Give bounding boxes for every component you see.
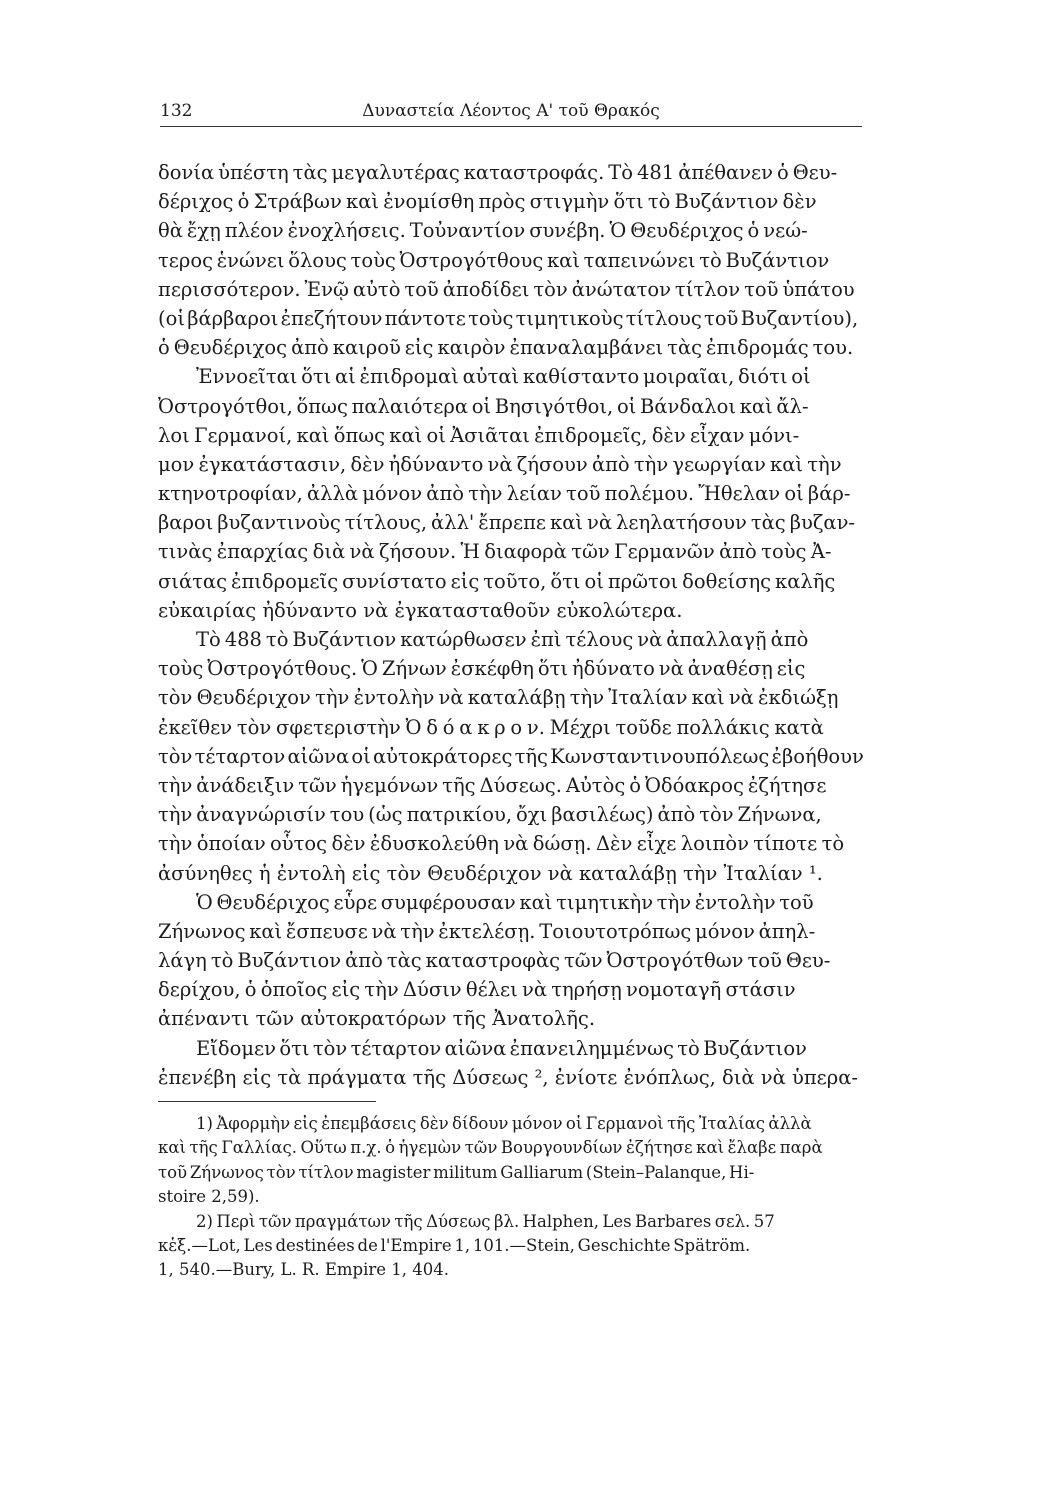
text-line: Ὁ Θευδέριχος εὗρε συμφέρουσαν καὶ τιμητικὴν τὴν ἐντολὴν τοῦ	[196, 890, 814, 914]
footnote-rule	[158, 1101, 376, 1102]
text-line: ἐπενέβη εἰς τὰ πράγματα τῆς Δύσεως ², ἐνίοτε ἐνόπλως, διὰ νὰ ὑπερα-	[158, 1065, 859, 1089]
text-line: Εἴδομεν ὅτι τὸν τέταρτον αἰῶνα ἐπανειλημμένως τὸ Βυζάντιον	[196, 1036, 807, 1060]
text-line: τὸν τέταρτον αἰῶνα οἱ αὐτοκράτορες τῆς Κωνσταντινουπόλεως ἐβοήθουν	[158, 744, 864, 768]
text-line: Ὀστρογότθοι, ὅπως παλαιότερα οἱ Βησιγότθοι, οἱ Βάνδαλοι καὶ ἄλ-	[158, 394, 809, 418]
text-line: Τὸ 488 τὸ Βυζάντιον κατώρθωσεν ἐπὶ τέλους νὰ ἀπαλλαγῇ ἀπὸ	[196, 628, 809, 651]
text-line: θὰ ἔχῃ πλέον ἐνοχλήσεις. Τοὐναντίον συνέβη. Ὁ Θευδέριχος ὁ νεώ-	[158, 219, 808, 243]
text-line: δέριχος ὁ Στράβων καὶ ἐνομίσθη πρὸς στιγμὴν ὅτι τὸ Βυζάντιον δὲν	[158, 190, 817, 214]
text-line: ἀπέναντι τῶν αὐτοκρατόρων τῆς Ἀνατολῆς.	[158, 1007, 596, 1031]
text-line: σιάτας ἐπιδρομεῖς συνίστατο εἰς τοῦτο, ὅτι οἱ πρῶτοι δοθείσης καλῆς	[158, 569, 836, 593]
text-line: ἐκεῖθεν τὸν σφετεριστὴν Ὀ δ ό α κ ρ ο ν. Μέχρι τοῦδε πολλάκις κατὰ	[158, 715, 824, 739]
text-line: ἀσύνηθες ἡ ἐντολὴ εἰς τὸν Θευδέριχον νὰ καταλάβῃ τὴν Ἰταλίαν ¹.	[158, 861, 823, 885]
text-line: Ζήνωνος καὶ ἔσπευσε νὰ τὴν ἐκτελέσῃ. Τοιουτοτρόπως μόνον ἀπηλ-	[158, 919, 816, 943]
footnote-line: 2) Περὶ τῶν πραγμάτων τῆς Δύσεως βλ. Halphen, Les Barbares σελ. 57	[196, 1211, 775, 1231]
body-text	[158, 158, 878, 1092]
text-line: δονία ὑπέστη τὰς μεγαλυτέρας καταστροφάς. Τὸ 481 ἀπέθανεν ὁ Θευ-	[158, 161, 838, 184]
footnote-line: τοῦ Ζήνωνος τὸν τίτλον magister militum Galliarum (Stein–Palanque, Hi-	[158, 1162, 755, 1182]
text-line: κτηνοτροφίαν, ἀλλὰ μόνον ἀπὸ τὴν λείαν τοῦ πολέμου. Ἤθελαν οἱ βάρ-	[158, 482, 851, 506]
footnote-line: κἑξ.—Lot, Les destinées de l'Empire 1, 101.—Stein, Geschichte Spätröm.	[158, 1235, 751, 1255]
text-line: λοι Γερμανοί, καὶ ὅπως καὶ οἱ Ἀσιᾶται ἐπιδρομεῖς, δὲν εἶχαν μόνι-	[158, 423, 800, 447]
running-title: Δυναστεία Λέοντος Α' τοῦ Θρακός	[362, 101, 660, 121]
footnote-line: 1) Ἀφορμὴν εἰς ἐπεμβάσεις δὲν δίδουν μόνον οἱ Γερμανοὶ τῆς Ἰταλίας ἀλλὰ	[196, 1114, 812, 1133]
text-line: δερίχου, ὁ ὁποῖος εἰς τὴν Δύσιν θέλει νὰ τηρήσῃ νομοταγῆ στάσιν	[158, 978, 796, 1002]
text-line: Ἐννοεῖται ὅτι αἱ ἐπιδρομαὶ αὐταὶ καθίσταντο μοιραῖαι, διότι οἱ	[196, 365, 811, 389]
header-rule	[160, 126, 862, 127]
page-number: 132	[160, 101, 193, 121]
text-line: τὸν Θευδέριχον τὴν ἐντολὴν νὰ καταλάβῃ τὴν Ἰταλίαν καὶ νὰ ἐκδιώξῃ	[158, 686, 839, 710]
text-line: τὴν ἀνάδειξιν τῶν ἡγεμόνων τῆς Δύσεως. Αὐτὸς ὁ Ὀδόακρος ἐζήτησε	[158, 773, 827, 797]
footnote-line: stoire 2,59).	[158, 1187, 260, 1207]
text-line: ὁ Θευδέριχος ἀπὸ καιροῦ εἰς καιρὸν ἐπαναλαμβάνει τὰς ἐπιδρομάς του.	[158, 336, 854, 360]
text-line: τὴν ὁποίαν οὗτος δὲν ἐδυσκολεύθη νὰ δώσῃ. Δὲν εἶχε λοιπὸν τίποτε τὸ	[158, 832, 845, 856]
text-line: μον ἐγκατάστασιν, δὲν ἠδύναντο νὰ ζήσουν ἀπὸ τὴν γεωργίαν καὶ τὴν	[158, 452, 842, 476]
text-line: τοὺς Ὀστρογότθους. Ὁ Ζήνων ἐσκέφθη ὅτι ἠδύνατο νὰ ἀναθέσῃ εἰς	[158, 657, 806, 681]
text-line: περισσότερον. Ἐνῷ αὐτὸ τοῦ ἀποδίδει τὸν ἀνώτατον τίτλον τοῦ ὑπάτου	[158, 277, 855, 301]
text-line: λάγη τὸ Βυζάντιον ἀπὸ τὰς καταστροφὰς τῶν Ὀστρογότθων τοῦ Θευ-	[158, 949, 831, 973]
footnote-line: 1, 540.—Bury, L. R. Empire 1, 404.	[158, 1260, 449, 1280]
footnote-line: καὶ τῆς Γαλλίας. Οὕτω π.χ. ὁ ἡγεμὼν τῶν Βουργουνδίων ἐζήτησε καὶ ἔλαβε παρὰ	[158, 1138, 823, 1158]
text-line: (οἱ βάρβαροι ἐπεζήτουν πάντοτε τοὺς τιμητικοὺς τίτλους τοῦ Βυζαντίου),	[158, 306, 859, 330]
text-line: τινὰς ἐπαρχίας διὰ νὰ ζήσουν. Ἡ διαφορὰ τῶν Γερμανῶν ἀπὸ τοὺς Ἀ-	[158, 540, 832, 564]
text-line: τὴν ἀναγνώρισίν του (ὡς πατρικίου, ὄχι βασιλέως) ἀπὸ τὸν Ζήνωνα,	[158, 803, 822, 827]
text-line: εὐκαιρίας ἠδύναντο νὰ ἐγκατασταθοῦν εὐκολώτερα.	[158, 598, 683, 622]
text-line: βαροι βυζαντινοὺς τίτλους, ἀλλ' ἔπρεπε καὶ νὰ λεηλατήσουν τὰς βυζαν-	[158, 511, 856, 535]
text-line: τερος ἑνώνει ὅλους τοὺς Ὀστρογότθους καὶ ταπεινώνει τὸ Βυζάντιον	[158, 248, 830, 272]
footnotes	[158, 1112, 878, 1283]
page-header	[160, 101, 862, 127]
